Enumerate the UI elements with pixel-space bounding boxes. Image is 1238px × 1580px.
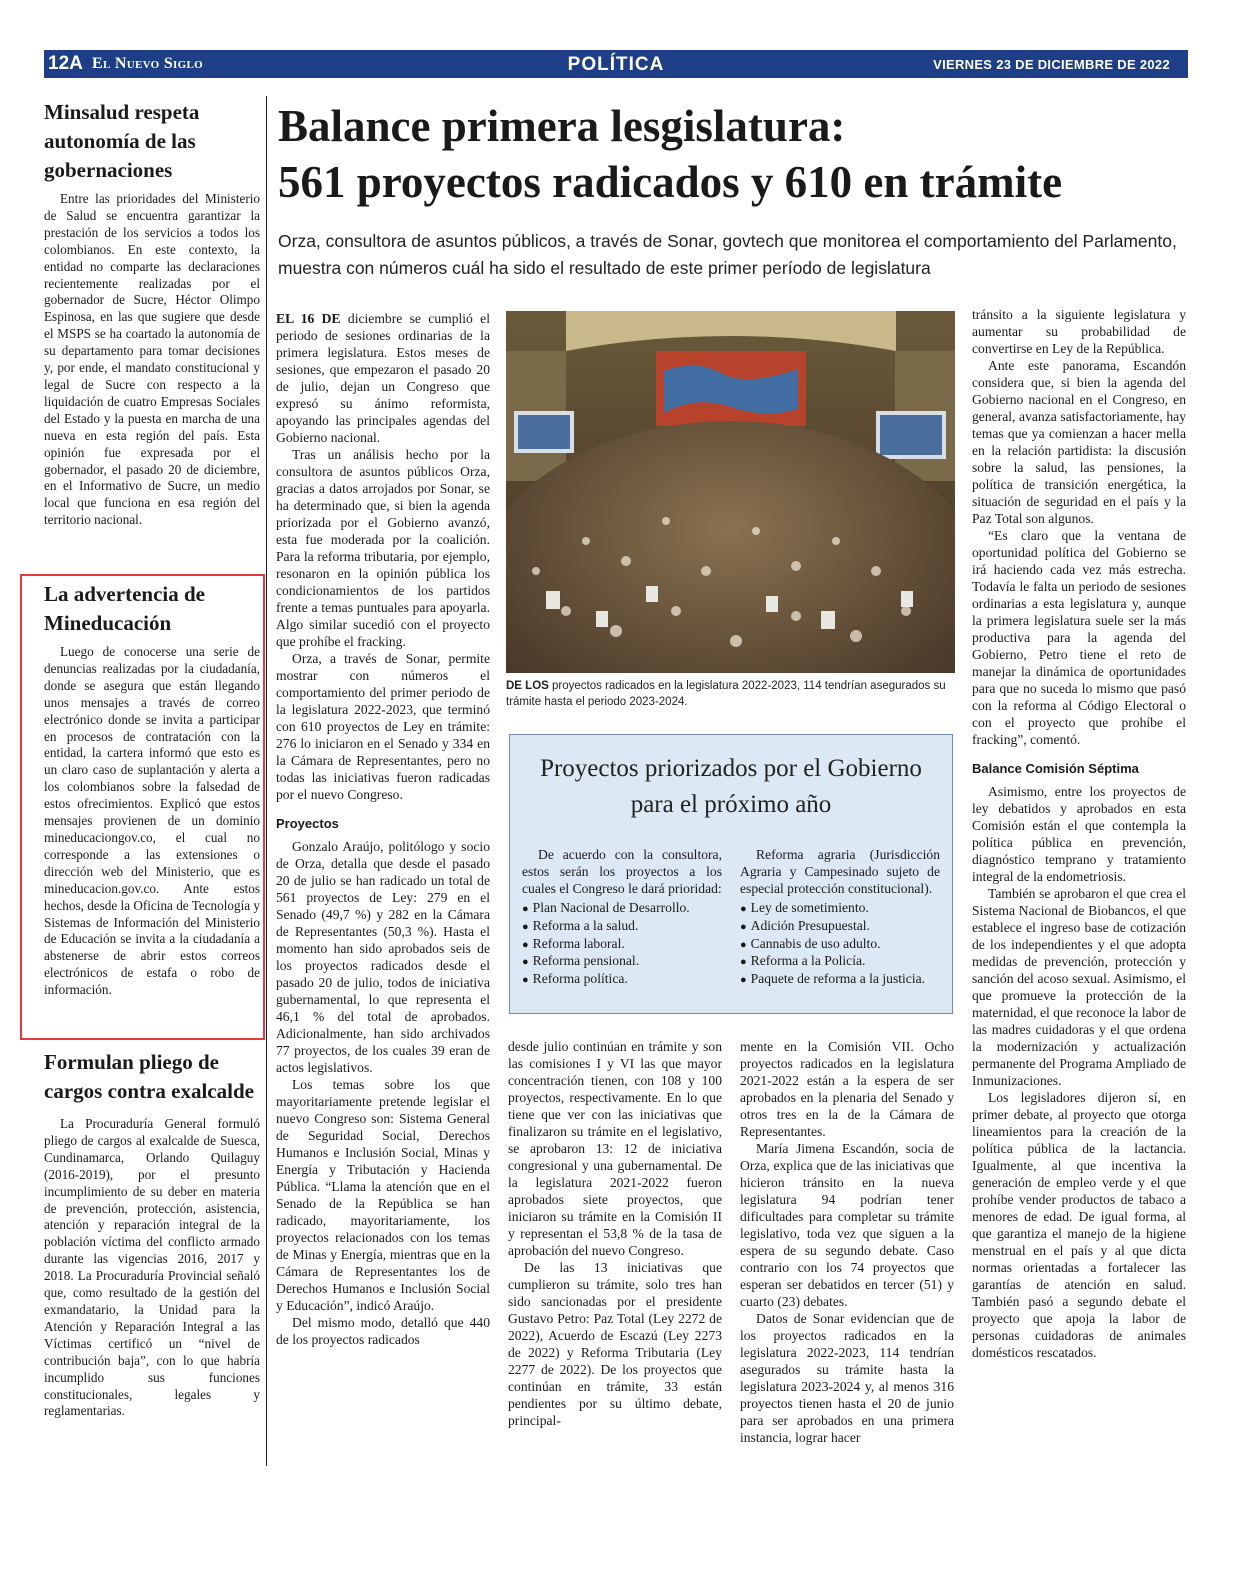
- list-item: ● Reforma a la salud.: [522, 918, 722, 936]
- side-story-title: Minsalud respeta autonomía de las gobernaciones: [44, 100, 200, 182]
- paragraph: mente en la Comisión VII. Ocho proyectos radicados en la legislatura 2021-2022 están a la espera de ser aprobados en la plenaria del Senado y otros tres en la de la Cámara de Representantes.: [740, 1039, 954, 1139]
- article-column-3: [740, 1038, 954, 1446]
- list-item: ● Reforma política.: [522, 971, 722, 989]
- side-story-body: Luego de conocerse una serie de denuncias realizadas por la ciudadanía, donde se asegura que están llegando unos mensajes a través de correo electrónico donde se invita a participar en procesos de contratación con la entidad, la cartera informó que esto es un claro caso de suplantación y alerta a los colombianos sobre la falsedad de estos ofrecimientos. Explicó que estos mensajes provienen de un dominio mineducaciongov.co, el cual no corresponde a las extensiones o dirección web del Ministerio, que es mineducacion.gov.co. Ante estos hechos, desde la Oficina de Tecnología y Sistemas de Información del Ministerio de Educación se invita a la ciudadanía a abstenerse de abrir estos correos electrónicos de estafa o robo de información.: [44, 644, 260, 998]
- side-story-minsalud: [44, 98, 260, 529]
- paragraph: También se aprobaron el que crea el Sistema Nacional de Biobancos, el que establece el ingreso base de cotización de los independientes y el que adopta medidas de prevención, protección y sanción del acoso sexual. Asimismo, el que promueve la protección de la maternidad, el que reconoce la labor de las madres cuidadoras y el que ordena la modernización y actualización permanente del Programa Ampliado de Inmunizaciones.: [972, 886, 1186, 1088]
- box-intro: Reforma agraria (Jurisdicción Agraria y Campesinado sujeto de especial protección constitucional).: [740, 847, 940, 896]
- box-list: [522, 900, 722, 990]
- issue-date: VIERNES 23 DE DICIEMBRE DE 2022: [933, 57, 1170, 72]
- side-story-exalcalde: [44, 1048, 260, 1420]
- list-item: ● Paquete de reforma a la justicia.: [740, 971, 940, 989]
- subhead: Proyectos: [276, 816, 339, 831]
- paragraph: Tras un análisis hecho por la consultora de asuntos públicos Orza, gracias a datos arrojados por Sonar, se ha determinado que, si bien la agenda priorizada por el Gobierno avanzó, esta fue moderada por la coalición. Para la reforma tributaria, por ejemplo, resonaron en la opinión pública los condicionamientos de los partidos frente a temas puntuales para apoyarla. Algo similar sucedió con el proyecto que prohíbe el fracking.: [276, 447, 490, 649]
- section-name: POLÍTICA: [567, 54, 665, 75]
- paragraph: Gonzalo Araújo, politólogo y socio de Orza, detalla que desde el pasado 20 de julio se han radicado un total de 561 proyectos de Ley: 279 en el Senado (49,7 %) y 282 en la Cámara de Representantes (50,3 %). Hasta el momento han sido aprobados seis de los proyectos radicados desde el pasado 20 de julio, todos de iniciativa gubernamental, lo que representa el 46,1 % del total de aprobados. Adicionalmente, han sido archivados 77 proyectos, de los cuales 39 eran de actos legislativos.: [276, 839, 490, 1075]
- list-item: ● Reforma pensional.: [522, 953, 722, 971]
- box-title: Proyectos priorizados por el Gobierno para el próximo año: [540, 755, 922, 818]
- paragraph: Datos de Sonar evidencian que de los proyectos radicados en la legislatura 2022-2023, 114 tendrían asegurados su trámite hasta la legislatura 2023-2024 y, al menos 316 proyectos tienen hasta el 20 de junio para ser aprobados en una primera instancia, lograr hacer: [740, 1311, 954, 1445]
- article-column-1: [276, 310, 490, 1348]
- paragraph: Del mismo modo, detalló que 440 de los proyectos radicados: [276, 1315, 490, 1347]
- list-item: ● Plan Nacional de Desarrollo.: [522, 900, 722, 918]
- list-item: ● Adición Presupuestal.: [740, 918, 940, 936]
- page-number: 12A: [48, 53, 83, 74]
- lead-in: EL 16 DE: [276, 311, 341, 326]
- side-story-title: Formulan pliego de cargos contra exalcalde: [44, 1050, 254, 1103]
- column-divider: [266, 96, 267, 1466]
- article-column-2: [508, 1038, 722, 1429]
- priority-projects-box: [509, 734, 953, 1014]
- side-story-mineducacion: [44, 580, 260, 999]
- list-item: ● Reforma a la Policía.: [740, 953, 940, 971]
- paragraph: tránsito a la siguiente legislatura y aumentar su probabilidad de convertirse en Ley de la República.: [972, 307, 1186, 356]
- list-item: ● Ley de sometimiento.: [740, 900, 940, 918]
- headline-line-2: 561 proyectos radicados y 610 en trámite: [278, 157, 1063, 207]
- newspaper-name: El Nuevo Siglo: [92, 55, 203, 72]
- side-story-title: La advertencia de Mineducación: [44, 582, 205, 635]
- paragraph: Asimismo, entre los proyectos de ley debatidos y aprobados en esta Comisión están el que contempla la política pública en prevención, diagnóstico temprano y tratamiento integral de la endometriosis.: [972, 784, 1186, 884]
- subhead: Balance Comisión Séptima: [972, 761, 1139, 776]
- box-right-column: [740, 847, 940, 989]
- side-story-body: Entre las prioridades del Ministerio de Salud se encuentra garantizar la prestación de los servicios a todos los colombianos. En este contexto, la entidad no comparte las declaraciones recientemente realizadas por el gobernador de Sucre, Héctor Olimpo Espinosa, en las que sugiere que desde el MSPS se ha coartado la autonomía de su departamento para tomar decisiones y, por ende, el mandato constitucional y legal de Sucre con respecto a la liquidación de cuatro Empresas Sociales del Estado y la puesta en marcha de una nueva en esta región del país. Esta opinión fue expresada por el gobernador, el pasado 20 de diciembre, en el Informativo de Sucre, un medio local que funciona en esa región del territorio nacional.: [44, 191, 260, 528]
- article-column-4: [972, 306, 1186, 1361]
- paragraph: Orza, a través de Sonar, permite mostrar con números el comportamiento del primer periodo de la legislatura 2022-2023, que terminó con 610 proyectos de Ley en trámite: 276 lo iniciaron en el Senado y 334 en la Cámara de Representantes, pero no todas las iniciativas fueron radicadas por el nuevo Congreso.: [276, 651, 490, 802]
- box-list: [740, 900, 940, 990]
- list-item: ● Reforma laboral.: [522, 936, 722, 954]
- paragraph: María Jimena Escandón, socia de Orza, explica que de las iniciativas que hicieron tránsito en la nueva legislatura 94 podrían tener dificultades para completar su trámite legislativo, toda vez que siguen a la espera de su segundo debate. Caso contrario con los 74 proyectos que esperan ser debatidos en tercer (51) y cuarto (23) debates.: [740, 1141, 954, 1309]
- photo-caption: [506, 678, 955, 710]
- box-intro: De acuerdo con la consultora, estos serán los proyectos a los cuales el Congreso le dará prioridad:: [522, 847, 722, 896]
- paragraph: desde julio continúan en trámite y son las comisiones I y VI las que mayor concentración tienen, con 108 y 100 proyectos, respectivamente. En lo que tiene que ver con las iniciativas que finalizaron su trámite en el legislativo, se aprobaron 13: 12 de iniciativa congresional y una gubernamental. De la legislatura 2021-2022 fueron aprobados siete proyectos, que iniciaron su trámite en la Comisión II y representan el 53,8 % de la tasa de aprobación del nuevo Congreso.: [508, 1039, 722, 1258]
- paragraph: diciembre se cumplió el periodo de sesiones ordinarias de la primera legislatura. Estos meses de sesiones, que empezaron el pasado 20 de julio, dejan un Congreso que expresó su ánimo reformista, apoyando las principales agendas del Gobierno nacional.: [276, 311, 490, 445]
- section-header-band: [44, 50, 1188, 78]
- congress-photo: [506, 311, 955, 673]
- congress-chamber-image: [506, 311, 955, 673]
- box-left-column: [522, 847, 722, 989]
- paragraph: Ante este panorama, Escandón considera que, si bien la agenda del Gobierno nacional en el Congreso, en general, avanza satisfactoriamente, hay temas que ya comienzan a hacer mella en la relación partidista: la discusión sobre la salud, las pensiones, la política de transición energética, la situación de seguridad en el país y la Paz Total son algunos.: [972, 358, 1186, 526]
- caption-lead: DE LOS: [506, 680, 549, 692]
- list-item: ● Cannabis de uso adulto.: [740, 936, 940, 954]
- paragraph: Los temas sobre los que mayoritariamente pretende legislar el nuevo Congreso son: Sistema General de Seguridad Social, Derechos Humanos e Inclusión Social, Minas y Energía y Tributación y Hacienda Pública. “Llama la atención que en el Senado de la República se han radicado, mayoritariamente, los proyectos relacionados con los temas de Minas y Energía, mientras que en la Cámara de Representantes los de Derechos Humanos e Inclusión Social y Educación”, indicó Araújo.: [276, 1077, 490, 1313]
- subheadline: Orza, consultora de asuntos públicos, a través de Sonar, govtech que monitorea el comportamiento del Parlamento, muestra con números cuál ha sido el resultado de este primer período de legislatura: [278, 231, 1177, 278]
- side-story-body: La Procuraduría General formuló pliego de cargos al exalcalde de Suesca, Cundinamarca, Orlando Quilaguy (2016-2019), por el presunto incumplimiento de su deber en materia de prevención, protección, asistencia, atención y reparación integral de la población víctima del conflicto armado durante las vigencias 2016, 2017 y 2018. La Procuraduría Provincial señaló que, como resultado de la gestión del exmandatario, la Unidad para la Atención y Reparación Integral a las Víctimas certificó un “nivel de contribución baja”, con lo que habría incumplido sus funciones constitucionales, legales y reglamentarias.: [44, 1116, 260, 1419]
- paragraph: Los legisladores dijeron sí, en primer debate, al proyecto que otorga lineamientos para la creación de la política pública de la lactancia. Igualmente, al que incentiva la generación de empleo verde y el que prohíbe vender productos de tabaco a menores de edad. De igual forma, al que garantiza el manejo de la higiene menstrual en el país y al que dicta normas orientadas a fortalecer las garantías de atención en salud. También pasó a segundo debate el proyecto que apoja la labor de personas cuidadoras de animales domésticos rescatados.: [972, 1090, 1186, 1360]
- paragraph: De las 13 iniciativas que cumplieron su trámite, solo tres han sido sancionadas por el presidente Gustavo Petro: Paz Total (Ley 2272 de 2022), Acuerdo de Escazú (Ley 2273 de 2022) y Reforma Tributaria (Ley 2277 de 2022). De los proyectos que continúan en trámite, 33 están pendientes por su último debate, principal-: [508, 1260, 722, 1428]
- caption-text: proyectos radicados en la legislatura 2022-2023, 114 tendrían asegurados su trámite hasta el periodo 2023-2024.: [506, 680, 946, 708]
- paragraph: “Es claro que la ventana de oportunidad política del Gobierno se irá haciendo cada vez más estrecha. Todavía le falta un periodo de sesiones ordinarias a esta legislatura y, aunque la primera legislatura suele ser la más productiva para la agenda del Gobierno, Petro tiene el reto de manejar la dinámica de oportunidades para que no suceda lo mismo que pasó con la reforma al Código Electoral o con el proyecto que prohíbe el fracking”, comentó.: [972, 528, 1186, 747]
- headline-line-1: Balance primera lesgislatura:: [278, 101, 846, 151]
- main-headline: [278, 98, 1188, 210]
